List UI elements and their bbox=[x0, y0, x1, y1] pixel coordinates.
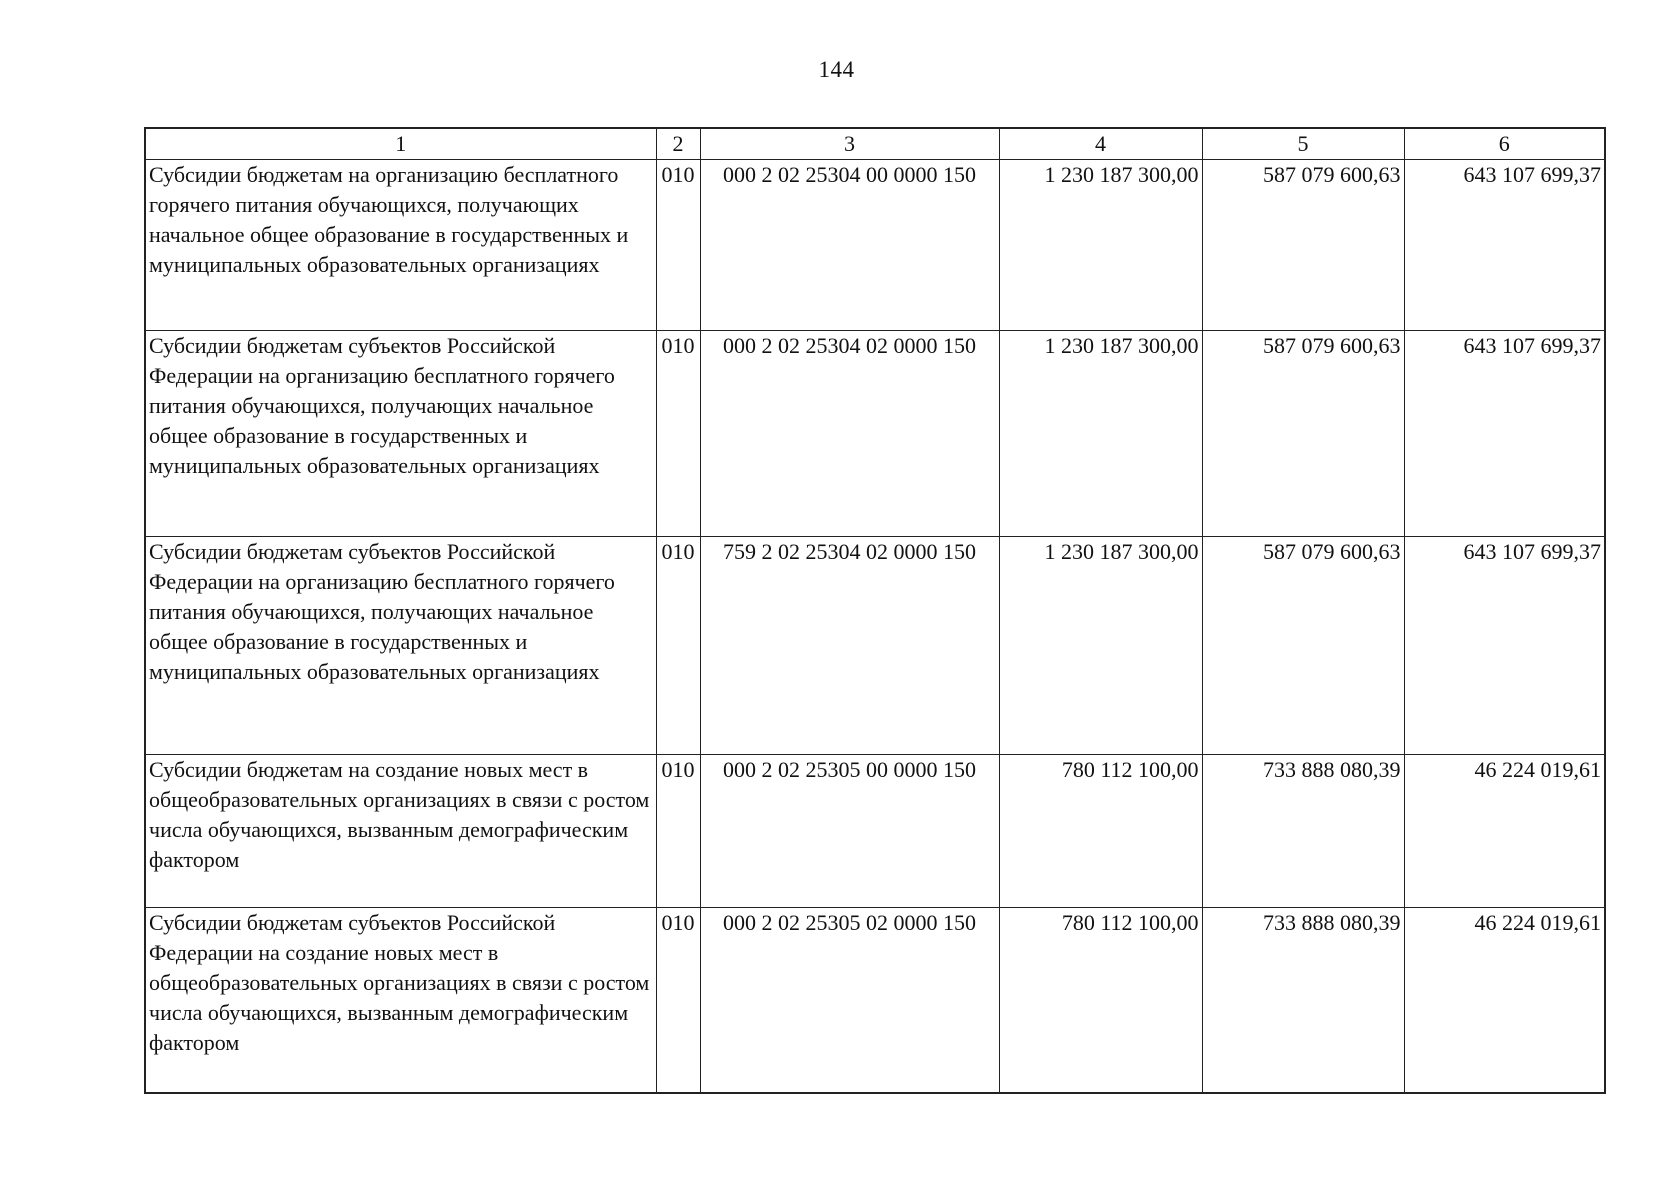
table-row bbox=[145, 755, 1605, 908]
row-value-cell: 1 230 187 300,00 bbox=[999, 160, 1202, 331]
budget-table bbox=[144, 127, 1606, 1094]
row-name-cell: Субсидии бюджетам субъектов Российской Федерации на организацию бесплатного горячего питания обучающихся, получающих начальное общее образование в государственных и муниципальных образовательных организациях bbox=[145, 331, 656, 537]
row-code-cell: 000 2 02 25305 02 0000 150 bbox=[700, 908, 999, 1093]
row-admin-cell: 010 bbox=[656, 908, 700, 1093]
row-value-cell: 587 079 600,63 bbox=[1202, 331, 1404, 537]
row-name-cell: Субсидии бюджетам на организацию бесплатного горячего питания обучающихся, получающих начальное общее образование в государственных и муниципальных образовательных организациях bbox=[145, 160, 656, 331]
row-value-cell: 643 107 699,37 bbox=[1404, 160, 1605, 331]
row-admin-cell: 010 bbox=[656, 537, 700, 755]
row-value-cell: 46 224 019,61 bbox=[1404, 908, 1605, 1093]
row-value-cell: 780 112 100,00 bbox=[999, 755, 1202, 908]
row-value-cell: 780 112 100,00 bbox=[999, 908, 1202, 1093]
page-number: 144 bbox=[818, 57, 855, 82]
row-admin-cell: 010 bbox=[656, 331, 700, 537]
table-row bbox=[145, 908, 1605, 1093]
row-code-cell: 000 2 02 25304 00 0000 150 bbox=[700, 160, 999, 331]
row-value-cell: 1 230 187 300,00 bbox=[999, 331, 1202, 537]
row-admin-cell: 010 bbox=[656, 755, 700, 908]
row-code-cell: 000 2 02 25305 00 0000 150 bbox=[700, 755, 999, 908]
row-value-cell: 587 079 600,63 bbox=[1202, 537, 1404, 755]
column-header: 4 bbox=[999, 128, 1202, 160]
column-header: 3 bbox=[700, 128, 999, 160]
column-header: 6 bbox=[1404, 128, 1605, 160]
row-value-cell: 1 230 187 300,00 bbox=[999, 537, 1202, 755]
table-header-row bbox=[145, 128, 1605, 160]
row-value-cell: 643 107 699,37 bbox=[1404, 537, 1605, 755]
row-value-cell: 643 107 699,37 bbox=[1404, 331, 1605, 537]
row-value-cell: 46 224 019,61 bbox=[1404, 755, 1605, 908]
table-row bbox=[145, 160, 1605, 331]
row-code-cell: 000 2 02 25304 02 0000 150 bbox=[700, 331, 999, 537]
row-name-cell: Субсидии бюджетам на создание новых мест в общеобразовательных организациях в связи с ростом числа обучающихся, вызванным демографическим фактором bbox=[145, 755, 656, 908]
column-header: 5 bbox=[1202, 128, 1404, 160]
column-header: 1 bbox=[145, 128, 656, 160]
row-code-cell: 759 2 02 25304 02 0000 150 bbox=[700, 537, 999, 755]
row-value-cell: 733 888 080,39 bbox=[1202, 755, 1404, 908]
row-name-cell: Субсидии бюджетам субъектов Российской Федерации на создание новых мест в общеобразовательных организациях в связи с ростом числа обучающихся, вызванным демографическим фактором bbox=[145, 908, 656, 1093]
row-value-cell: 587 079 600,63 bbox=[1202, 160, 1404, 331]
table-row bbox=[145, 537, 1605, 755]
table-row bbox=[145, 331, 1605, 537]
row-value-cell: 733 888 080,39 bbox=[1202, 908, 1404, 1093]
row-name-cell: Субсидии бюджетам субъектов Российской Федерации на организацию бесплатного горячего питания обучающихся, получающих начальное общее образование в государственных и муниципальных образовательных организациях bbox=[145, 537, 656, 755]
column-header: 2 bbox=[656, 128, 700, 160]
row-admin-cell: 010 bbox=[656, 160, 700, 331]
